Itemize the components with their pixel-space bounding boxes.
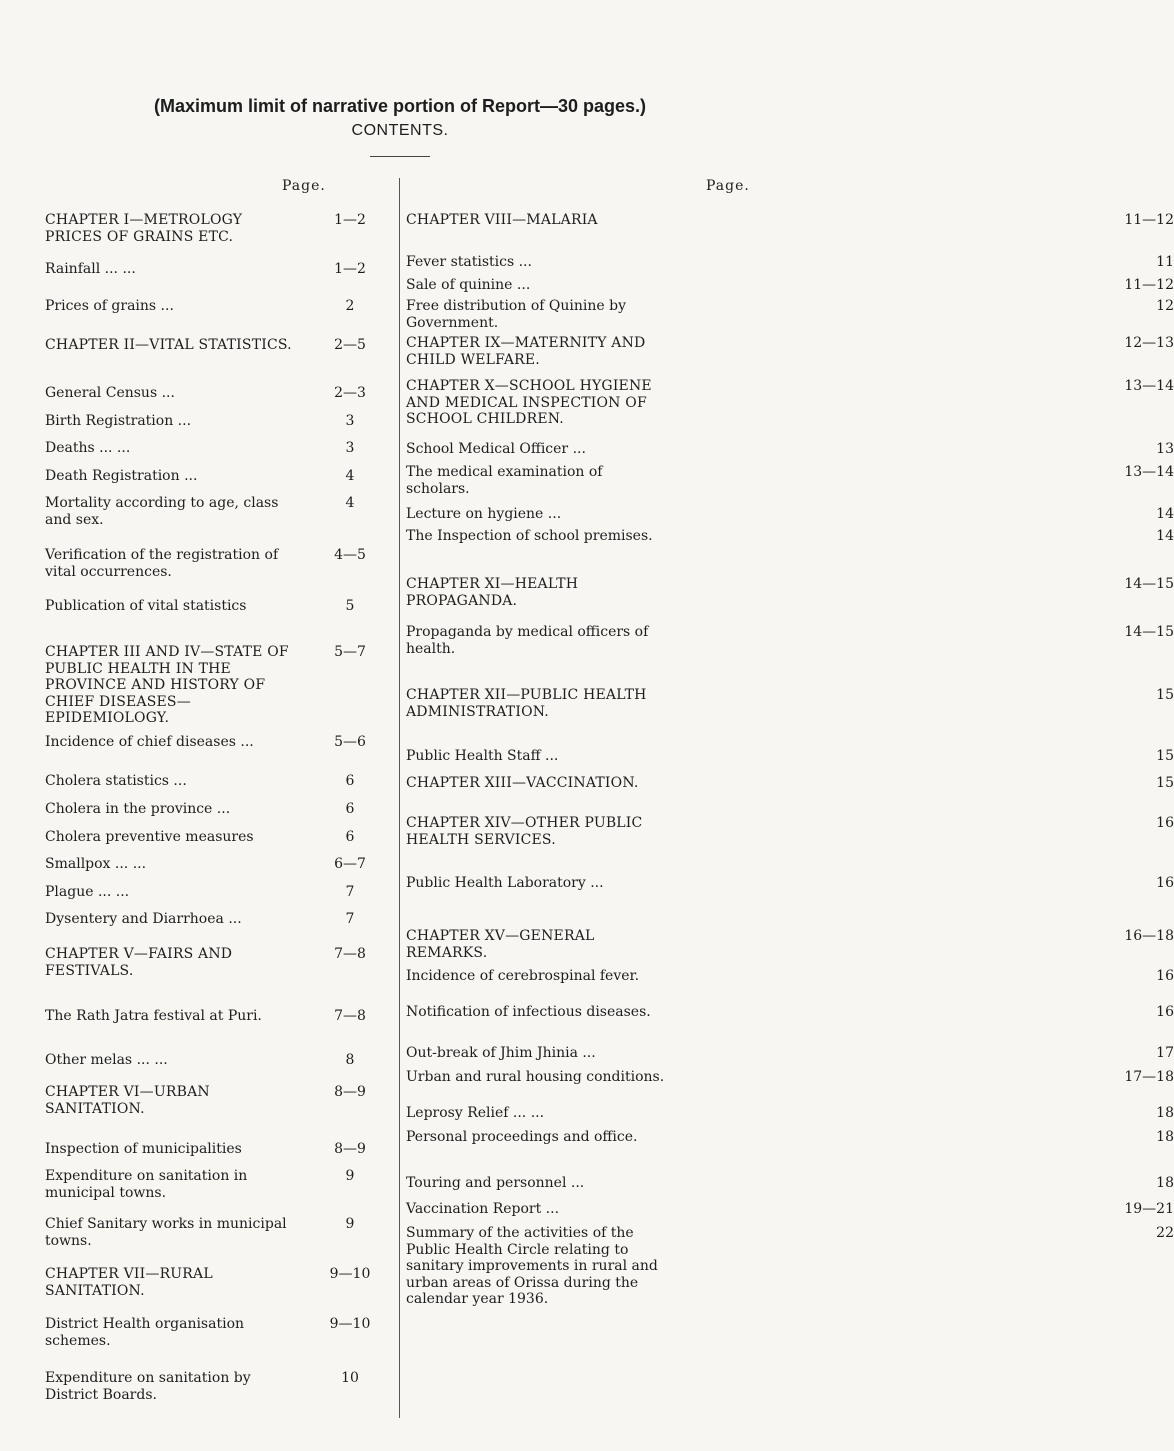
entry-page-number: 3 (345, 440, 355, 456)
entry-title: CHAPTER X—SCHOOL HYGIENE AND MEDICAL INSPECTION OF SCHOOL CHILDREN. (406, 378, 652, 427)
entry-title: Dysentery and Diarrhoea ... (45, 911, 242, 927)
entry-title: Cholera in the province ... (45, 801, 231, 817)
right-section-entry (406, 1069, 1174, 1086)
entry-title: Lecture on hygiene ... (406, 506, 562, 522)
right-section-entry (406, 506, 1174, 523)
entry-page-number: 7—8 (334, 946, 366, 962)
left-section-entry (45, 1216, 355, 1249)
entry-title: Vaccination Report ... (406, 1201, 560, 1217)
entry-title: Expenditure on sanitation in municipal towns. (45, 1168, 248, 1201)
right-section-entry (406, 1225, 1174, 1308)
entry-page-number: 14—15 (1124, 624, 1174, 640)
left-section-entry (45, 801, 355, 818)
entry-page-number: 16 (1156, 815, 1174, 831)
entry-page-number: 16 (1156, 875, 1174, 891)
entry-page-number: 2—3 (334, 385, 366, 401)
entry-page-number: 14 (1156, 528, 1174, 544)
left-section-entry (45, 1370, 359, 1403)
entry-title: Plague ... ... (45, 884, 130, 900)
entry-page-number: 7 (345, 911, 355, 927)
entry-title: CHAPTER II—VITAL STATISTICS. (45, 337, 292, 353)
left-section-entry (45, 261, 366, 278)
entry-title: Sale of quinine ... (406, 277, 531, 293)
entry-title: Other melas ... ... (45, 1052, 168, 1068)
entry-title: Summary of the activities of the Public Health Circle relating to sanitary improvements in rural and urban areas of Orissa during the calendar year 1936. (406, 1225, 658, 1307)
entry-title: District Health organisation schemes. (45, 1316, 245, 1349)
report-limit-note: (Maximum limit of narrative portion of Report—30 pages.) (153, 96, 647, 116)
entry-page-number: 14—15 (1124, 576, 1174, 592)
entry-title: Deaths ... ... (45, 440, 131, 456)
entry-page-number: 11 (1156, 254, 1174, 270)
entry-title: Verification of the registration of vital occurrences. (45, 547, 279, 580)
entry-page-number: 8—9 (334, 1084, 366, 1100)
entry-page-number: 19—21 (1124, 1201, 1174, 1217)
entry-title: Mortality according to age, class and sex. (45, 495, 279, 528)
entry-page-number: 16 (1156, 968, 1174, 984)
entry-title: CHAPTER VII—RURAL SANITATION. (45, 1266, 213, 1299)
entry-title: Prices of grains ... (45, 298, 174, 314)
entry-title: CHAPTER VI—URBAN SANITATION. (45, 1084, 210, 1117)
entry-page-number: 18 (1156, 1175, 1174, 1191)
entry-page-number: 8—9 (334, 1141, 366, 1157)
right-section-entry (406, 748, 1174, 765)
entry-title: Propaganda by medical officers of health. (406, 624, 649, 657)
entry-page-number: 13—14 (1124, 464, 1174, 480)
left-section-entry (45, 413, 355, 430)
entry-title: School Medical Officer ... (406, 441, 586, 457)
entry-page-number: 5—6 (334, 734, 366, 750)
right-section-entry (406, 1129, 1174, 1146)
entry-title: CHAPTER XII—PUBLIC HEALTH ADMINISTRATION. (406, 687, 647, 720)
entry-title: Public Health Laboratory ... (406, 875, 604, 891)
entry-title: Notification of infectious diseases. (406, 1004, 651, 1020)
page-column-header-left: Page. (282, 178, 326, 194)
entry-title: CHAPTER V—FAIRS AND FESTIVALS. (45, 946, 233, 979)
left-section-entry (45, 468, 355, 485)
entry-title: Personal proceedings and office. (406, 1129, 638, 1145)
entry-page-number: 9 (345, 1216, 355, 1232)
entry-title: Death Registration ... (45, 468, 198, 484)
left-section-entry (45, 495, 355, 528)
entry-page-number: 17 (1156, 1045, 1174, 1061)
column-divider (399, 178, 400, 1418)
right-chapter-entry (406, 212, 1174, 229)
entry-title: CHAPTER XI—HEALTH PROPAGANDA. (406, 576, 579, 609)
entry-title: Out-break of Jhim Jhinia ... (406, 1045, 596, 1061)
left-chapter-entry (45, 1266, 371, 1299)
left-chapter-entry (45, 644, 366, 727)
entry-title: CHAPTER VIII—MALARIA (406, 212, 598, 228)
left-section-entry (45, 911, 355, 928)
entry-page-number: 4 (345, 468, 355, 484)
left-section-entry (45, 1316, 371, 1349)
left-section-entry (45, 856, 366, 873)
entry-title: Urban and rural housing conditions. (406, 1069, 665, 1085)
entry-title: Cholera statistics ... (45, 773, 187, 789)
left-section-entry (45, 773, 355, 790)
right-section-entry (406, 298, 1174, 331)
entry-page-number: 18 (1156, 1105, 1174, 1121)
entry-title: Publication of vital statistics (45, 598, 247, 614)
entry-page-number: 2 (345, 298, 355, 314)
entry-title: Birth Registration ... (45, 413, 192, 429)
entry-page-number: 3 (345, 413, 355, 429)
entry-title: Leprosy Relief ... ... (406, 1105, 545, 1121)
left-chapter-entry (45, 337, 366, 354)
entry-title: Touring and personnel ... (406, 1175, 585, 1191)
entry-title: The medical examination of scholars. (406, 464, 603, 497)
entry-title: The Inspection of school premises. (406, 528, 653, 544)
left-section-entry (45, 440, 355, 457)
entry-page-number: 14 (1156, 506, 1174, 522)
right-section-entry (406, 1045, 1174, 1062)
left-section-entry (45, 884, 355, 901)
entry-title: Incidence of chief diseases ... (45, 734, 254, 750)
entry-title: CHAPTER I—METROLOGY PRICES OF GRAINS ETC. (45, 212, 243, 245)
entry-page-number: 9—10 (329, 1266, 371, 1282)
left-section-entry (45, 385, 366, 402)
entry-page-number: 6—7 (334, 856, 366, 872)
entry-title: CHAPTER IX—MATERNITY AND CHILD WELFARE. (406, 335, 646, 368)
right-chapter-entry (406, 335, 1174, 368)
right-chapter-entry (406, 775, 1174, 792)
entry-page-number: 6 (345, 829, 355, 845)
entry-page-number: 12 (1156, 298, 1174, 314)
entry-title: General Census ... (45, 385, 175, 401)
entry-title: Fever statistics ... (406, 254, 532, 270)
entry-page-number: 5—7 (334, 644, 366, 660)
right-chapter-entry (406, 928, 1174, 961)
entry-page-number: 11—12 (1124, 277, 1174, 293)
entry-page-number: 12—13 (1124, 335, 1174, 351)
entry-title: Cholera preventive measures (45, 829, 254, 845)
entry-page-number: 1—2 (334, 261, 366, 277)
entry-page-number: 18 (1156, 1129, 1174, 1145)
right-section-entry (406, 1175, 1174, 1192)
title-divider (370, 156, 430, 157)
entry-title: Smallpox ... ... (45, 856, 147, 872)
right-section-entry (406, 464, 1174, 497)
entry-page-number: 2—5 (334, 337, 366, 353)
right-section-entry (406, 875, 1174, 892)
entry-page-number: 15 (1156, 687, 1174, 703)
right-section-entry (406, 254, 1174, 271)
left-section-entry (45, 598, 355, 615)
entry-page-number: 15 (1156, 748, 1174, 764)
entry-title: CHAPTER XV—GENERAL REMARKS. (406, 928, 595, 961)
right-section-entry (406, 1105, 1174, 1122)
right-section-entry (406, 277, 1174, 294)
right-section-entry (406, 441, 1174, 458)
right-section-entry (406, 968, 1174, 985)
entry-page-number: 16—18 (1124, 928, 1174, 944)
entry-title: CHAPTER XIV—OTHER PUBLIC HEALTH SERVICES. (406, 815, 643, 848)
entry-page-number: 11—12 (1124, 212, 1174, 228)
entry-title: Inspection of municipalities (45, 1141, 242, 1157)
contents-title: CONTENTS. (351, 122, 449, 139)
left-chapter-entry (45, 946, 366, 979)
entry-title: Rainfall ... ... (45, 261, 136, 277)
entry-page-number: 13 (1156, 441, 1174, 457)
entry-page-number: 17—18 (1124, 1069, 1174, 1085)
entry-title: The Rath Jatra festival at Puri. (45, 1008, 262, 1024)
left-section-entry (45, 1052, 355, 1069)
left-chapter-entry (45, 212, 366, 245)
right-chapter-entry (406, 378, 1174, 428)
left-section-entry (45, 829, 355, 846)
entry-page-number: 4—5 (334, 547, 366, 563)
entry-page-number: 16 (1156, 1004, 1174, 1020)
entry-title: CHAPTER XIII—VACCINATION. (406, 775, 639, 791)
entry-page-number: 7 (345, 884, 355, 900)
entry-page-number: 5 (345, 598, 355, 614)
entry-page-number: 13—14 (1124, 378, 1174, 394)
entry-page-number: 7—8 (334, 1008, 366, 1024)
entry-title: Expenditure on sanitation by District Boards. (45, 1370, 251, 1403)
page-column-header-right: Page. (706, 178, 750, 194)
right-section-entry (406, 624, 1174, 657)
entry-page-number: 15 (1156, 775, 1174, 791)
entry-page-number: 6 (345, 773, 355, 789)
entry-page-number: 1—2 (334, 212, 366, 228)
left-section-entry (45, 298, 355, 315)
entry-title: Free distribution of Quinine by Government. (406, 298, 626, 331)
entry-title: Public Health Staff ... (406, 748, 559, 764)
left-section-entry (45, 734, 366, 751)
entry-page-number: 8 (345, 1052, 355, 1068)
left-section-entry (45, 1168, 355, 1201)
entry-page-number: 4 (345, 495, 355, 511)
left-section-entry (45, 1141, 366, 1158)
entry-title: CHAPTER III AND IV—STATE OF PUBLIC HEALTH IN THE PROVINCE AND HISTORY OF CHIEF DISEASES—EPIDEMIOLOGY. (45, 644, 289, 726)
left-section-entry (45, 1008, 366, 1025)
entry-page-number: 6 (345, 801, 355, 817)
entry-page-number: 9—10 (329, 1316, 371, 1332)
entry-title: Chief Sanitary works in municipal towns. (45, 1216, 287, 1249)
right-section-entry (406, 1004, 1174, 1021)
right-chapter-entry (406, 576, 1174, 609)
left-section-entry (45, 547, 366, 580)
entry-page-number: 10 (341, 1370, 359, 1386)
entry-title: Incidence of cerebrospinal fever. (406, 968, 640, 984)
entry-page-number: 9 (345, 1168, 355, 1184)
right-chapter-entry (406, 687, 1174, 720)
right-section-entry (406, 528, 1174, 545)
left-chapter-entry (45, 1084, 366, 1117)
right-chapter-entry (406, 815, 1174, 848)
entry-page-number: 22 (1156, 1225, 1174, 1241)
right-section-entry (406, 1201, 1174, 1218)
